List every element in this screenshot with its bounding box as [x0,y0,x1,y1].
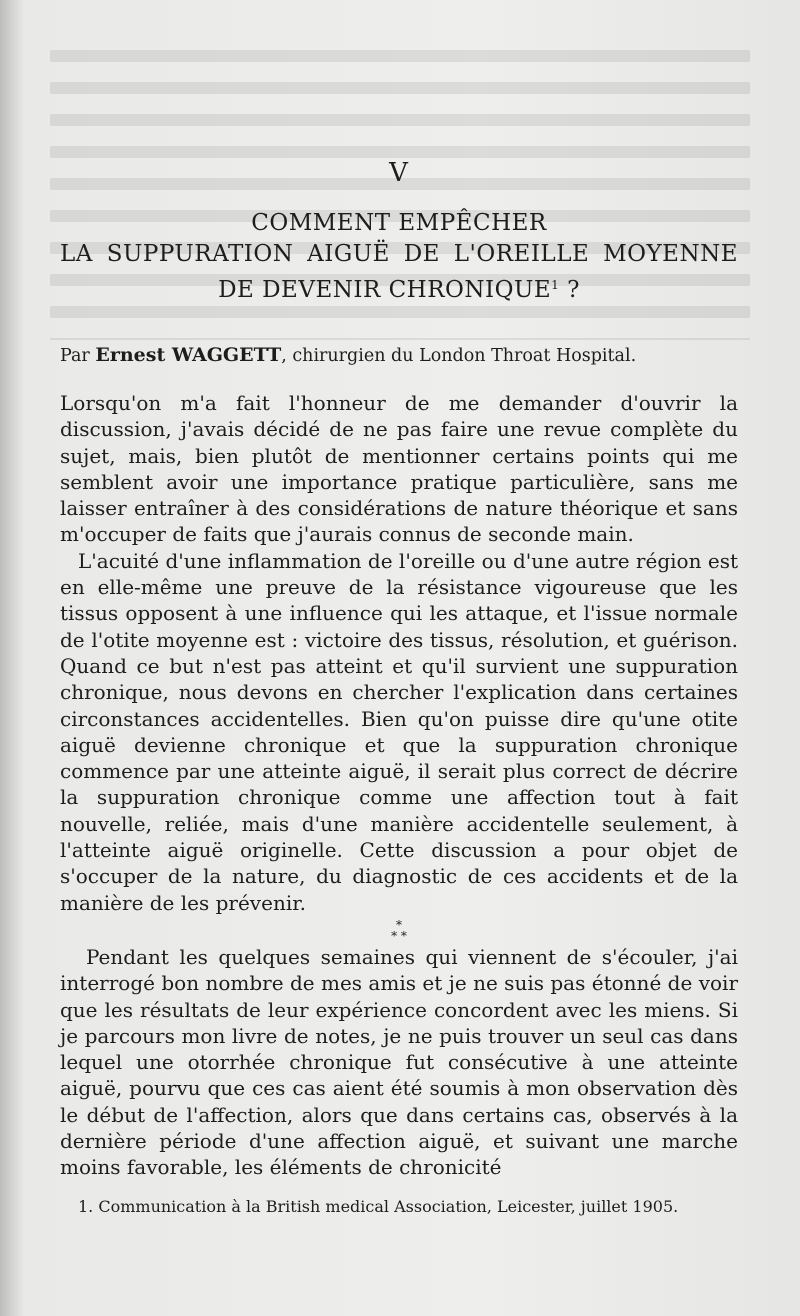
footnote-number: 1. [78,1197,94,1216]
asterism-bottom: * * [391,928,407,943]
paragraph-3: Pendant les quelques semaines qui viennent de s'écouler, j'ai interrogé bon nombre de mes amis et je ne suis pas étonné de voir que les résultats de leur expérience concordent avec les miens. Si je parcours mon livre de notes, je ne puis trouver un seul cas dans lequel une otorrhée chronique fut consécutive à une atteinte aiguë, pourvu que ces cas aient été soumis à mon observation dès le début de l'affection, alors que dans certains cas, observés à la dernière période d'une affection aiguë, et suivant une marche moins favorable, les éléments de chronicité [60,944,738,1180]
asterism [60,917,738,943]
footnote [60,1196,738,1218]
author-name: Ernest WAGGETT [95,344,282,366]
section-number: V [389,158,409,188]
paragraph-1: Lorsqu'on m'a fait l'honneur de me demander d'ouvrir la discussion, j'avais décidé de ne pas faire une revue complète du sujet, mais, bien plutôt de mentionner certains points qui me semblent avoir une importance pratique particulière, sans me laisser entraîner à des considérations de nature théorique et sans m'occuper de faits que j'aurais connus de seconde main. [60,391,738,547]
title-footnote-mark: 1 [551,278,560,292]
title-line-3-text: DE DEVENIR CHRONIQUE [218,277,552,303]
title-line-1: COMMENT EMPÊCHER [251,210,547,236]
byline [60,344,738,366]
footnote-text: Communication à la British medical Association, Leicester, juillet 1905. [93,1197,679,1216]
paragraph-2: L'acuité d'une inflammation de l'oreille ou d'une autre région est en elle-même une preuve de la résistance vigoureuse que les tissus opposent à une influence qui les attaque, et l'issue normale de l'otite moyenne est : victoire des tissus, résolution, et guérison. Quand ce but n'est pas atteint et qu'il survient une suppuration chronique, nous devons en chercher l'explication dans certaines circonstances accidentelles. Bien qu'on puisse dire qu'une otite aiguë devienne chronique et que la suppuration chronique commence par une atteinte aiguë, il serait plus correct de décrire la suppuration chronique comme une affection tout à fait nouvelle, reliée, mais d'une manière accidentelle seulement, à l'atteinte aiguë originelle. Cette discussion a pour objet de s'occuper de la nature, du diagnostic de ces accidents et de la manière de les prévenir. [60,548,738,915]
asterism-top: * [396,917,402,932]
title-line-3 [60,270,738,306]
title-line-2: LA SUPPURATION AIGUË DE L'OREILLE MOYENNE [60,241,738,267]
byline-prefix: Par [60,346,96,366]
title-question-mark: ? [559,277,580,303]
author-affiliation: , chirurgien du London Throat Hospital. [281,346,637,366]
article-title [60,208,738,306]
article [60,158,738,1181]
